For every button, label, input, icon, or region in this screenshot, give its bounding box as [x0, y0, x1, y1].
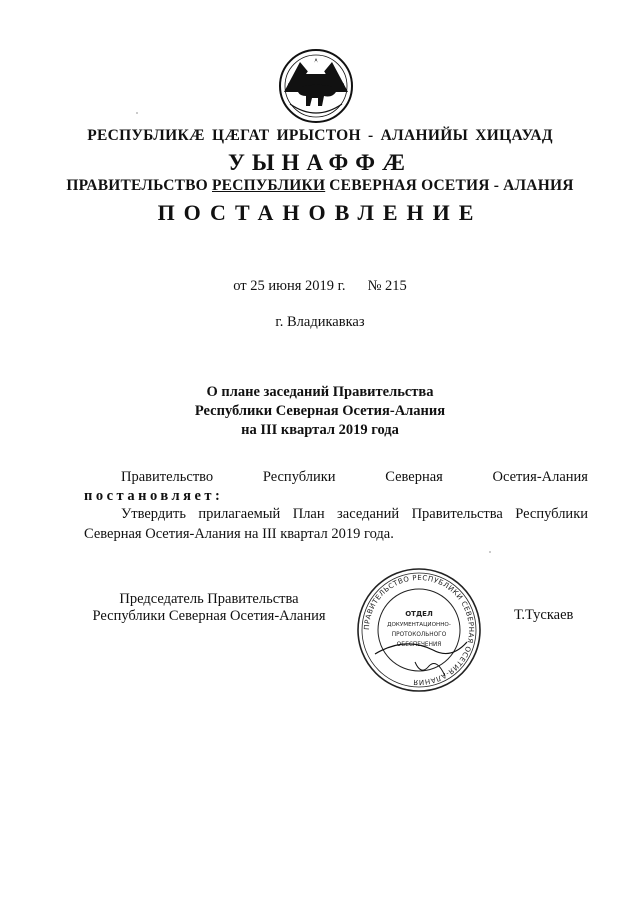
header-decree: ПОСТАНОВЛЕНИЕ: [157, 200, 483, 225]
official-stamp: [355, 566, 483, 694]
document-date: от 25 июня 2019 г.: [233, 278, 346, 294]
title-line-2: Республики Северная Осетия-Алания: [194, 403, 446, 419]
signature-position-line-1: Председатель Правительства: [119, 591, 299, 607]
document-number: № 215: [367, 278, 407, 294]
body-word-4: Осетия-Алания: [492, 469, 588, 485]
body-paragraph-1: [84, 469, 588, 486]
body-paragraph-2: Утвердить прилагаемый План заседаний Правительства Республики Северная Осетия-Алания на III квартал 2019 года.: [84, 506, 588, 542]
header-republic-ossetian: РЕСПУБЛИКӔ ЦӔГАТ ИРЫСТОН - АЛАНИЙЫ ХИЦАУАД: [87, 127, 553, 144]
stamp-line-1: ОТДЕЛ: [405, 610, 433, 618]
body-word-2: Республики: [262, 469, 336, 485]
body-word-1: Правительство: [121, 469, 214, 485]
scan-speck: [136, 112, 138, 114]
header-government-part3: СЕВЕРНАЯ ОСЕТИЯ - АЛАНИЯ: [325, 177, 574, 194]
stamp-ring-text: ПРАВИТЕЛЬСТВО РЕСПУБЛИКИ СЕВЕРНАЯ ОСЕТИЯ-АЛАНИЯ: [362, 573, 476, 687]
header-government-part1: ПРАВИТЕЛЬСТВО: [66, 177, 212, 194]
header-decree-ossetian: УЫНАФФӔ: [227, 150, 413, 175]
document-title: [0, 383, 640, 440]
date-number-line: [0, 278, 640, 295]
stamp-line-4: ОБЕСПЕЧЕНИЯ: [396, 642, 442, 648]
header-government-part2: РЕСПУБЛИКИ: [212, 177, 326, 194]
body-word-3: Северная: [385, 469, 443, 485]
header-government: [0, 177, 640, 195]
svg-text:ПРАВИТЕЛЬСТВО РЕСПУБЛИКИ СЕВЕР: [363, 574, 475, 686]
signature-position-line-2: Республики Северная Осетия-Алания: [92, 608, 326, 624]
title-line-1: О плане заседаний Правительства: [206, 384, 434, 400]
scan-speck: [489, 551, 491, 553]
signature-position: [84, 591, 334, 625]
body-resolves: постановляет:: [84, 488, 224, 504]
signatory-name: Т.Тускаев: [514, 607, 574, 623]
stamp-line-2: ДОКУМЕНТАЦИОННО-: [387, 622, 451, 628]
stamp-line-3: ПРОТОКОЛЬНОГО: [391, 632, 447, 638]
coat-of-arms-emblem: [276, 44, 356, 128]
title-line-3: на III квартал 2019 года: [241, 422, 399, 438]
document-city: г. Владикавказ: [275, 314, 365, 330]
